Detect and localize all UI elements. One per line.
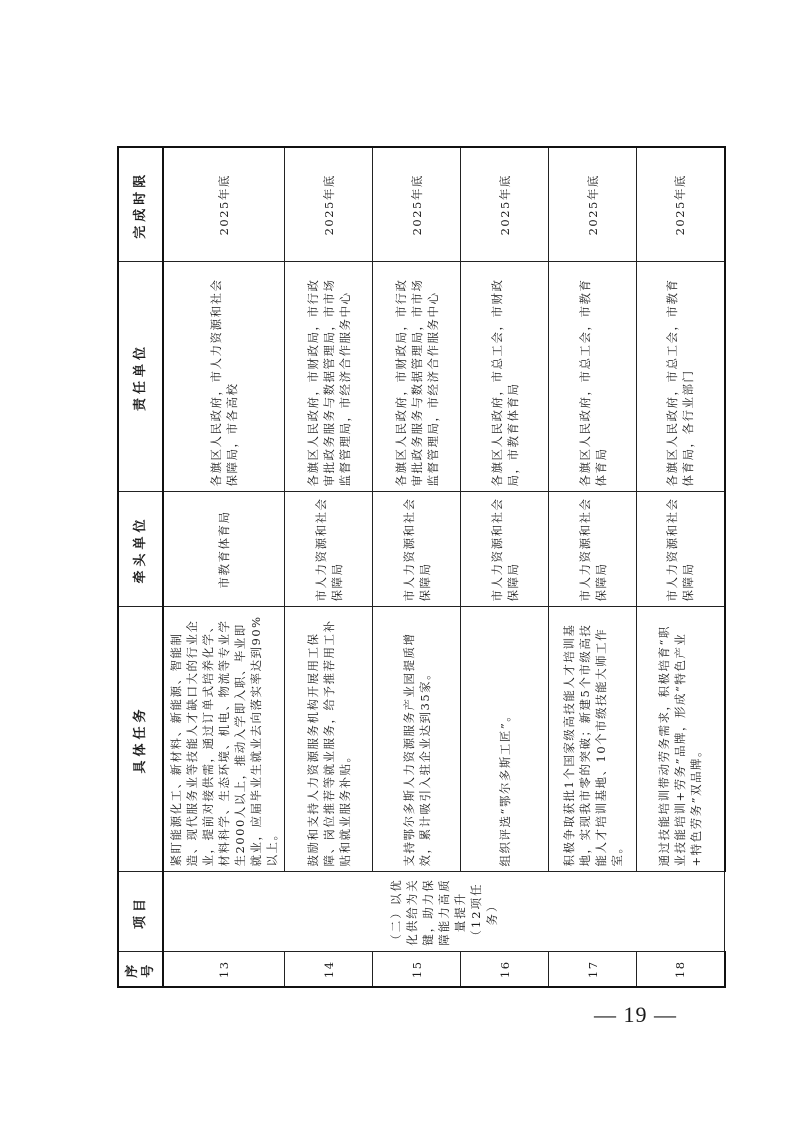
table-row (285, 147, 373, 987)
table-row (549, 147, 637, 987)
row-responsible: 各旗区人民政府，市总工会，市教育体育局，各行业部门 (637, 262, 725, 492)
header-no: 序号 (118, 952, 163, 987)
table-row (373, 147, 461, 987)
row-no: 18 (637, 952, 725, 987)
table-row (163, 147, 285, 987)
row-responsible: 各旗区人民政府，市财政局，市行政审批政务服务与数据管理局，市市场监督管理局，市经济合作服务中心 (373, 262, 461, 492)
table-row (637, 147, 725, 987)
row-deadline: 2025年底 (637, 147, 725, 262)
table-row (461, 147, 549, 987)
header-deadline: 完成时限 (118, 147, 163, 262)
row-task: 鼓励和支持人力资源服务机构开展用工保障、岗位推荐等就业服务，给予推荐用工补贴和就业服务补贴。 (285, 607, 373, 872)
row-responsible: 各旗区人民政府，市财政局，市行政审批政务服务与数据管理局，市市场监督管理局，市经济合作服务中心 (285, 262, 373, 492)
row-deadline: 2025年底 (285, 147, 373, 262)
row-lead: 市人力资源和社会保障局 (549, 492, 637, 607)
header-task: 具体任务 (118, 607, 163, 872)
row-deadline: 2025年底 (461, 147, 549, 262)
row-task: 积极争取获批1个国家级高技能人才培训基地，实现我市零的突破；新建5个市级高技能人才培训基地、10个市级技能大师工作室。 (549, 607, 637, 872)
header-project: 项目 (118, 872, 163, 952)
rotated-table-container (117, 148, 704, 988)
row-no: 14 (285, 952, 373, 987)
row-lead: 市人力资源和社会保障局 (285, 492, 373, 607)
row-no: 17 (549, 952, 637, 987)
task-table (117, 146, 726, 988)
header-lead: 牵头单位 (118, 492, 163, 607)
row-no: 16 (461, 952, 549, 987)
row-task: 紧盯能源化工、新材料、新能源、智能制造、现代服务业等技能人才缺口大的行业企业，提前对接供需，通过订单式培养化学、材料科学、生态环境、机电、物流等专业学生2000人以上，推动入学即入职、毕业即就业，应届毕业生就业去向落实率达到90%以上。 (163, 607, 285, 872)
row-responsible: 各旗区人民政府，市总工会，市教育体育局 (549, 262, 637, 492)
row-deadline: 2025年底 (373, 147, 461, 262)
row-no: 13 (163, 952, 285, 987)
page-number: — 19 — (594, 1002, 677, 1027)
header-responsible: 责任单位 (118, 262, 163, 492)
row-deadline: 2025年底 (163, 147, 285, 262)
row-task: 组织评选“鄂尔多斯工匠”。 (461, 607, 549, 872)
row-responsible: 各旗区人民政府，市总工会，市财政局，市教育体育局 (461, 262, 549, 492)
row-lead: 市人力资源和社会保障局 (373, 492, 461, 607)
row-task: 通过技能培训带动劳务需求，积极培育“职业技能培训+劳务”品牌，形成“特色产业+特色劳务”双品牌。 (637, 607, 725, 872)
row-lead: 市教育体育局 (163, 492, 285, 607)
row-lead: 市人力资源和社会保障局 (461, 492, 549, 607)
row-responsible: 各旗区人民政府，市人力资源和社会保障局，市各高校 (163, 262, 285, 492)
row-task: 支持鄂尔多斯人力资源服务产业园提质增效，累计吸引入驻企业达到35家。 (373, 607, 461, 872)
row-deadline: 2025年底 (549, 147, 637, 262)
row-lead: 市人力资源和社会保障局 (637, 492, 725, 607)
row-no: 15 (373, 952, 461, 987)
header-row (118, 147, 163, 987)
project-group-cell: （二）以优化供给为关键，助力保障能力高质量提升（12项任务） (163, 872, 725, 952)
